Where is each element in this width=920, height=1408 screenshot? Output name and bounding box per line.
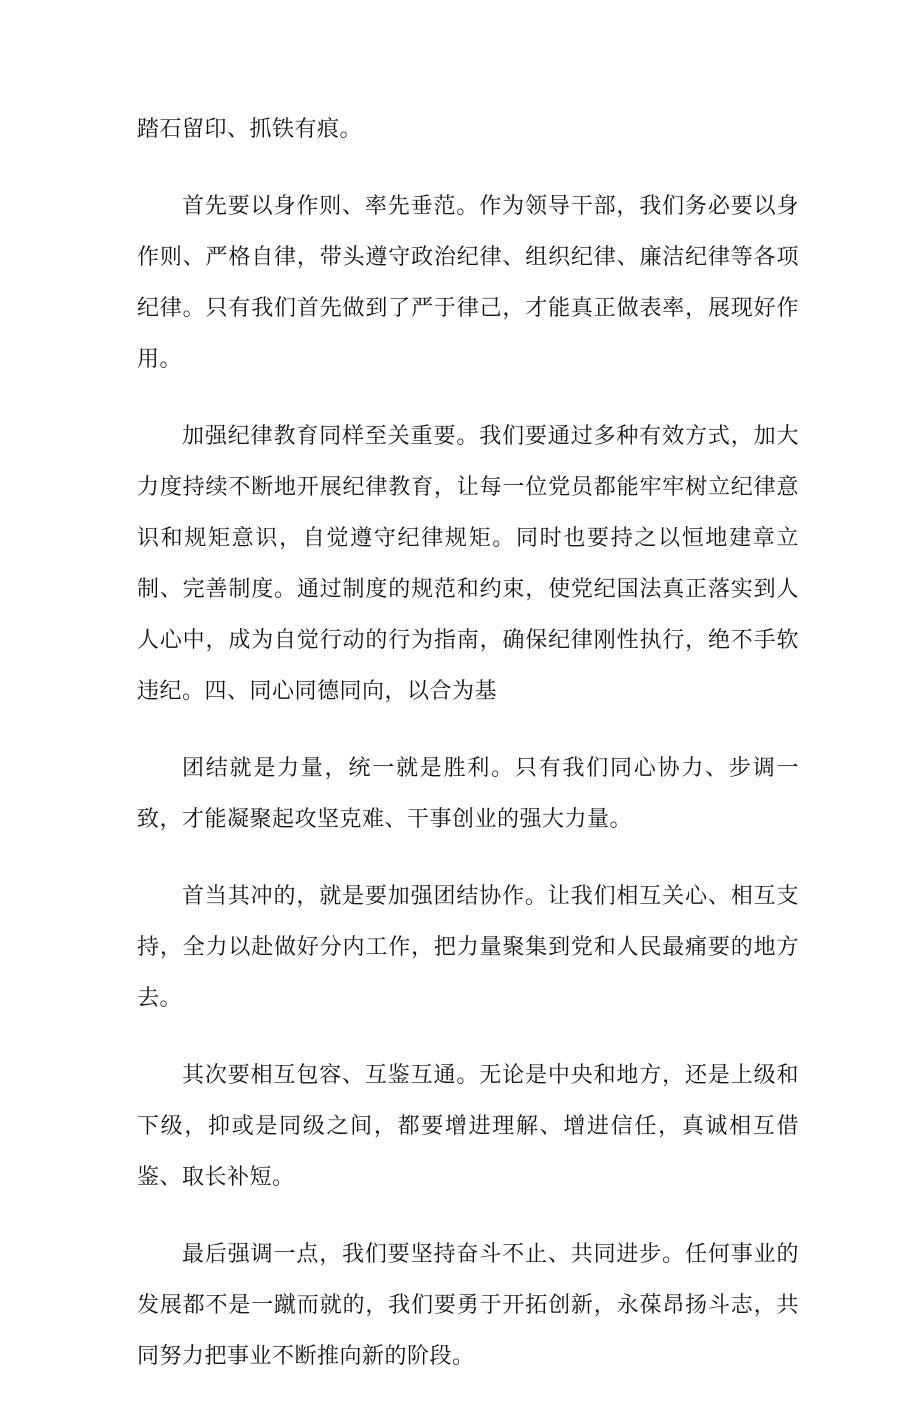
paragraph-4: 团结就是力量，统一就是胜利。只有我们同心协力、步调一致，才能凝聚起攻坚克难、干事创业的强大力量。 (137, 756, 799, 832)
paragraph-5: 首当其冲的，就是要加强团结协作。让我们相互关心、相互支持，全力以赴做好分内工作，把力量聚集到党和人民最痛要的地方去。 (137, 884, 799, 1011)
paragraph-7: 最后强调一点，我们要坚持奋斗不止、共同进步。任何事业的发展都不是一蹴而就的，我们要勇于开拓创新，永葆昂扬斗志，共同努力把事业不断推向新的阶段。 (137, 1242, 799, 1369)
document-body (137, 104, 799, 1408)
paragraph-3: 加强纪律教育同样至关重要。我们要通过多种有效方式，加大力度持续不断地开展纪律教育，让每一位党员都能牢牢树立纪律意识和规矩意识，自觉遵守纪律规矩。同时也要持之以恒地建章立制、完善制度。通过制度的规范和约束，使党纪国法真正落实到人人心中，成为自觉行动的行为指南，确保纪律刚性执行，绝不手软违纪。四、同心同德同向，以合为基 (137, 424, 799, 704)
paragraph-6: 其次要相互包容、互鉴互通。无论是中央和地方，还是上级和下级，抑或是同级之间，都要增进理解、增进信任，真诚相互借鉴、取长补短。 (137, 1063, 799, 1190)
paragraph-1: 踏石留印、抓铁有痕。 (137, 117, 363, 142)
paragraph-2: 首先要以身作则、率先垂范。作为领导干部，我们务必要以身作则、严格自律，带头遵守政治纪律、组织纪律、廉洁纪律等各项纪律。只有我们首先做到了严于律己，才能真正做表率，展现好作用。 (137, 194, 799, 372)
